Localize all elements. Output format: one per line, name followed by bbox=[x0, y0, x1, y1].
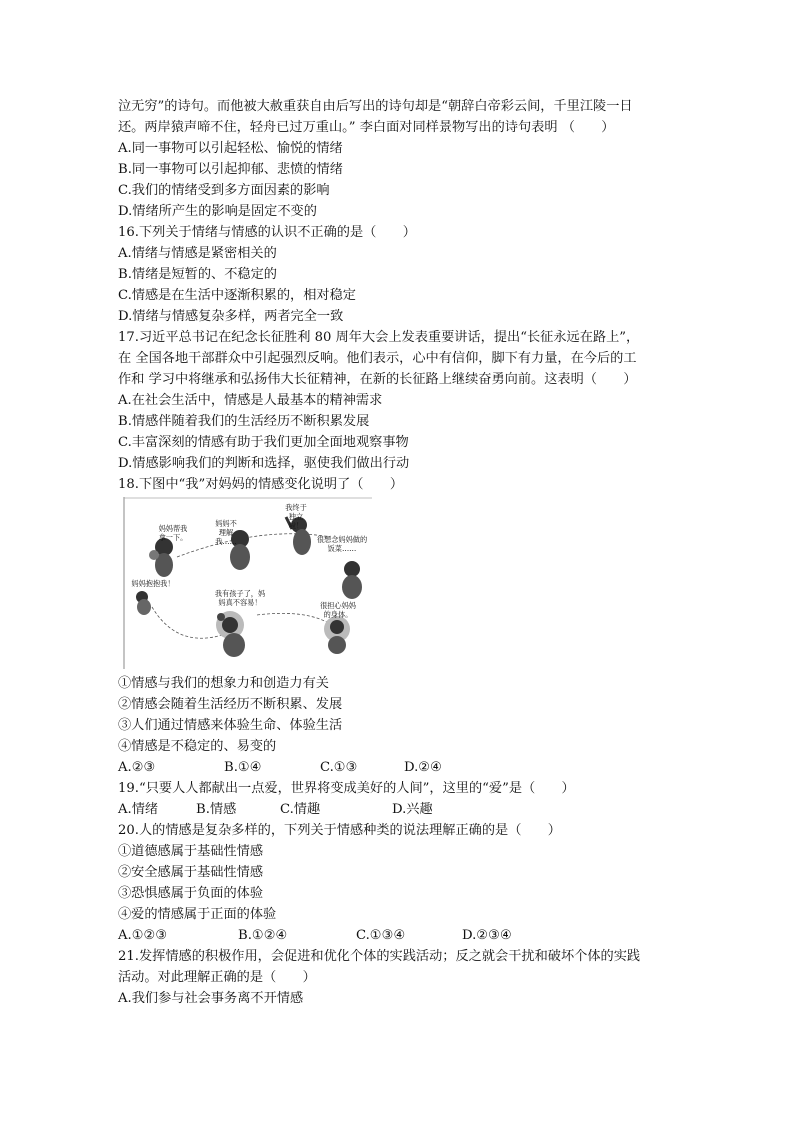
mother-emotion-cartoon-figure bbox=[122, 497, 380, 669]
q19-stem: 19.“只要人人都献出一点爱，世界将变成美好的人间”，这里的“爱”是（ ） bbox=[118, 781, 575, 796]
caption-not-understand: 妈妈不理解我…… bbox=[215, 519, 237, 546]
q15-option-a: A.同一事物可以引起轻松、愉悦的情绪 bbox=[118, 141, 343, 156]
q21-stem-line: 活动。对此理解正确的是（ ） bbox=[118, 970, 316, 985]
q20-option-b: B.①②④ bbox=[238, 928, 288, 943]
q21-stem-line: 21.发挥情感的积极作用，会促进和优化个体的实践活动；反之就会干扰和破坏个体的实践 bbox=[118, 949, 641, 964]
q18-option-d: D.②④ bbox=[404, 760, 442, 775]
caption-miss-food: 很想念妈妈做的饭菜…… bbox=[316, 535, 368, 553]
q19-option-d: D.兴趣 bbox=[392, 802, 433, 817]
q19-option-c: C.情趣 bbox=[280, 802, 321, 817]
q18-statement-1: ①情感与我们的想象力和创造力有关 bbox=[118, 676, 329, 691]
caption-hug-me: 妈妈抱抱我！ bbox=[131, 579, 175, 588]
exam-page bbox=[118, 96, 688, 1009]
q20-stem: 20.人的情感是复杂多样的，下列关于情感种类的说法理解正确的是（ ） bbox=[118, 823, 561, 838]
q20-option-a: A.①②③ bbox=[118, 928, 168, 943]
q20-option-d: D.②③④ bbox=[462, 928, 512, 943]
q17-option-a: A.在社会生活中，情感是人最基本的精神需求 bbox=[118, 393, 383, 408]
q19-options bbox=[118, 799, 688, 820]
q18-statement-2: ②情感会随着生活经历不断积累、发展 bbox=[118, 697, 343, 712]
q15-option-b: B.同一事物可以引起抑郁、悲愤的情绪 bbox=[118, 162, 343, 177]
q17-option-c: C.丰富深刻的情感有助于我们更加全面地观察事物 bbox=[118, 435, 409, 450]
q18-options bbox=[118, 757, 688, 778]
q19-option-b: B.情感 bbox=[196, 802, 237, 817]
q19-option-a: A.情绪 bbox=[118, 802, 159, 817]
q16-option-c: C.情感是在生活中逐渐积累的，相对稳定 bbox=[118, 288, 356, 303]
q15-option-d: D.情绪所产生的影响是固定不变的 bbox=[118, 204, 317, 219]
q20-options bbox=[118, 925, 688, 946]
q20-statement-3: ③恐惧感属于负面的体验 bbox=[118, 886, 264, 901]
q18-option-b: B.①④ bbox=[224, 760, 262, 775]
caption-worry-health: 很担心妈妈的身体。 bbox=[320, 601, 356, 619]
q18-stem: 18.下图中“我”对妈妈的情感变化说明了（ ） bbox=[118, 477, 404, 492]
q17-stem-line: 在 全国各地干部群众中引起强烈反响。他们表示，心中有信仰，脚下有力量，在今后的工 bbox=[118, 351, 637, 366]
q18-statement-4: ④情感是不稳定的、易变的 bbox=[118, 739, 277, 754]
stage-missing-figure bbox=[342, 561, 362, 599]
q20-statement-1: ①道德感属于基础性情感 bbox=[118, 844, 264, 859]
caption-have-child: 我有孩子了，妈妈真不容易！ bbox=[214, 589, 266, 607]
q20-option-c: C.①③④ bbox=[356, 928, 406, 943]
q17-stem-line: 17.习近平总书记在纪念长征胜利 80 周年大会上发表重要讲话，提出“长征永远在路上”， bbox=[118, 330, 640, 345]
q16-stem: 16.下列关于情绪与情感的认识不正确的是（ ） bbox=[118, 225, 416, 240]
q20-statement-4: ④爱的情感属于正面的体验 bbox=[118, 907, 277, 922]
caption-independent: 我终于独立啦！ bbox=[285, 503, 307, 530]
q16-option-d: D.情绪与情感复杂多样，两者完全一致 bbox=[118, 309, 344, 324]
q17-stem-line: 作和 学习中将继承和弘扬伟大长征精神，在新的长征路上继续奋勇向前。这表明（ ） bbox=[118, 372, 637, 387]
q18-statement-3: ③人们通过情感来体验生命、体验生活 bbox=[118, 718, 343, 733]
caption-help-me: 妈妈帮我拿一下。 bbox=[158, 524, 188, 542]
q18-option-a: A.②③ bbox=[118, 760, 156, 775]
q16-option-b: B.情绪是短暂的、不稳定的 bbox=[118, 267, 277, 282]
q20-statement-2: ②安全感属于基础性情感 bbox=[118, 865, 264, 880]
q15-stem-line: 还。两岸猿声啼不住，轻舟已过万重山。” 李白面对同样景物写出的诗句表明 （ ） bbox=[118, 120, 615, 135]
q21-option-a: A.我们参与社会事务离不开情感 bbox=[118, 991, 304, 1006]
q15-option-c: C.我们的情绪受到多方面因素的影响 bbox=[118, 183, 330, 198]
q17-option-b: B.情感伴随着我们的生活经历不断积累发展 bbox=[118, 414, 370, 429]
q16-option-a: A.情绪与情感是紧密相关的 bbox=[118, 246, 277, 261]
q18-option-c: C.①③ bbox=[320, 760, 358, 775]
q15-stem-line: 泣无穷”的诗句。而他被大赦重获自由后写出的诗句却是“朝辞白帝彩云间，千里江陵一日 bbox=[118, 99, 633, 114]
q17-option-d: D.情感影响我们的判断和选择，驱使我们做出行动 bbox=[118, 456, 410, 471]
